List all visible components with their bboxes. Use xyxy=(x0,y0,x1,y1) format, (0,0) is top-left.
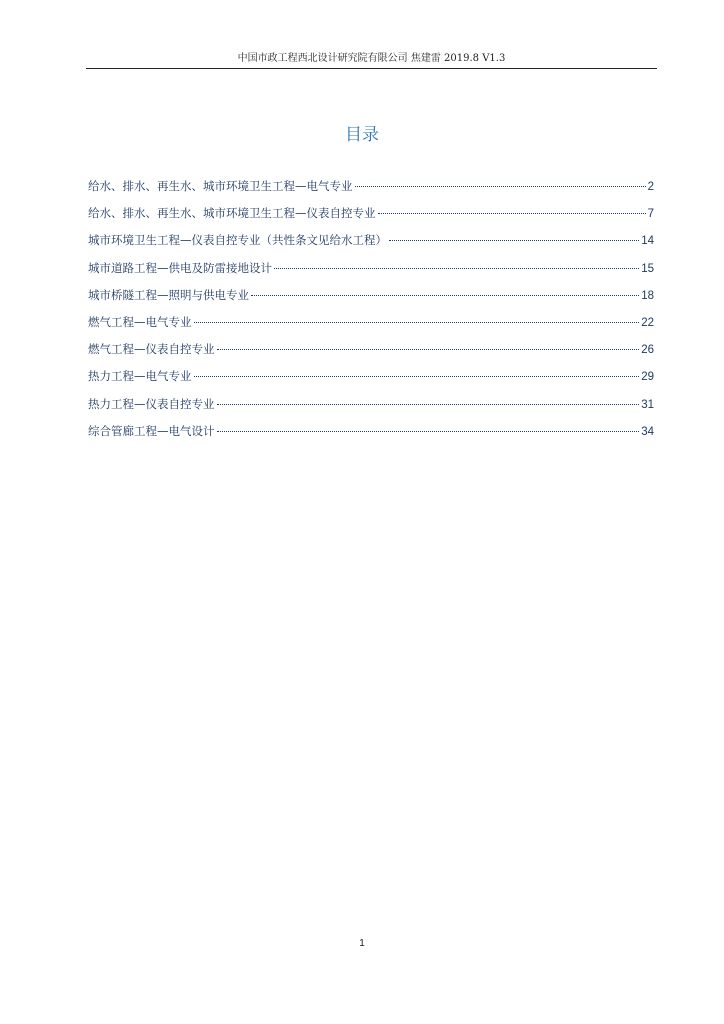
toc-entry-page: 2 xyxy=(647,181,654,193)
toc-entry-page: 31 xyxy=(641,398,654,411)
header-rule xyxy=(86,68,657,69)
toc-dot-leader xyxy=(274,267,639,269)
toc-dot-leader xyxy=(194,321,640,323)
toc-entry-page: 15 xyxy=(641,262,654,275)
toc-dot-leader xyxy=(389,239,639,241)
toc-entry-text: 给水、排水、再生水、城市环境卫生工程—仪表自控专业 xyxy=(88,206,376,221)
table-of-contents xyxy=(88,176,654,448)
page-header: 中国市政工程西北设计研究院有限公司 焦建雷 2019.8 V1.3 xyxy=(237,53,506,64)
toc-entry[interactable] xyxy=(88,421,654,448)
toc-entry[interactable] xyxy=(88,258,654,285)
toc-entry-page: 26 xyxy=(641,344,654,357)
toc-entry[interactable] xyxy=(88,366,654,393)
toc-entry-page: 14 xyxy=(641,235,654,248)
toc-entry-page: 7 xyxy=(647,208,654,221)
toc-entry[interactable] xyxy=(88,312,654,339)
toc-dot-leader xyxy=(194,375,640,377)
toc-dot-leader xyxy=(355,185,646,187)
toc-entry-page: 34 xyxy=(641,425,654,438)
toc-entry-text: 城市环境卫生工程—仪表自控专业（共性条文见给水工程） xyxy=(88,233,387,248)
toc-entry-text: 热力工程—仪表自控专业 xyxy=(88,396,215,411)
toc-dot-leader xyxy=(378,212,646,214)
toc-dot-leader xyxy=(217,403,640,405)
toc-entry[interactable] xyxy=(88,339,654,366)
toc-entry-text: 综合管廊工程—电气设计 xyxy=(88,423,215,438)
toc-entry-text: 城市道路工程—供电及防雷接地设计 xyxy=(88,260,272,275)
toc-entry-text: 给水、排水、再生水、城市环境卫生工程—电气专业 xyxy=(88,179,353,193)
toc-entry[interactable] xyxy=(88,394,654,421)
toc-entry-text: 燃气工程—电气专业 xyxy=(88,314,192,329)
toc-entry[interactable] xyxy=(88,285,654,312)
page-number: 1 xyxy=(359,938,365,949)
toc-entry-text: 燃气工程—仪表自控专业 xyxy=(88,342,215,357)
toc-entry[interactable] xyxy=(88,176,654,203)
toc-entry-text: 城市桥隧工程—照明与供电专业 xyxy=(88,287,249,302)
toc-entry-page: 22 xyxy=(641,316,654,329)
toc-title: 目录 xyxy=(345,125,379,145)
toc-entry[interactable] xyxy=(88,230,654,257)
toc-entry-page: 18 xyxy=(641,289,654,302)
toc-dot-leader xyxy=(217,348,640,350)
toc-entry-page: 29 xyxy=(641,371,654,384)
toc-dot-leader xyxy=(217,430,640,432)
toc-entry-text: 热力工程—电气专业 xyxy=(88,369,192,384)
toc-entry[interactable] xyxy=(88,203,654,230)
toc-dot-leader xyxy=(251,294,639,296)
